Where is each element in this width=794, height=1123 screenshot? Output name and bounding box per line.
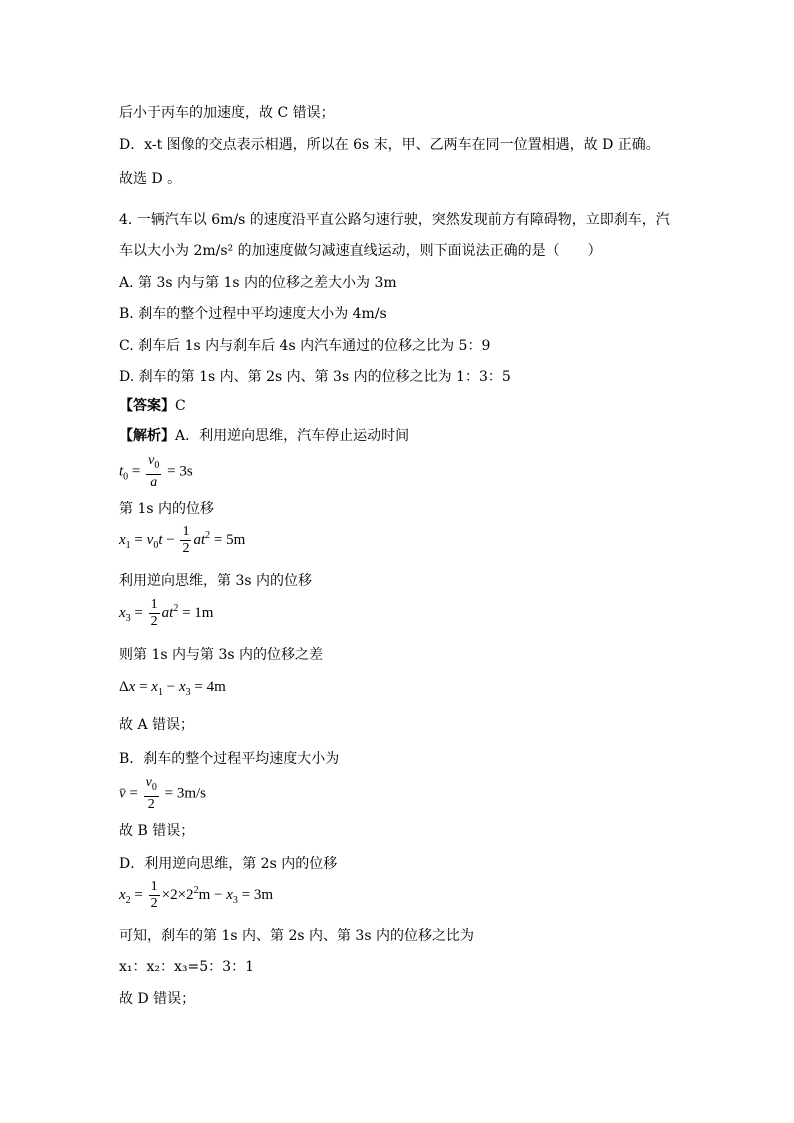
answer-line: [119, 397, 186, 415]
text-line: 则第 1s 内与第 3s 内的位移之差: [119, 647, 323, 663]
text-line: 第 1s 内的位移: [119, 501, 214, 517]
equation-dx: $\Delta x = x_1 - x_3 = 4m$: [119, 679, 226, 698]
analysis-a-text: A．利用逆向思维，汽车停止运动时间: [175, 428, 410, 444]
text-line: 故 D 错误；: [119, 991, 196, 1007]
text-line: 利用逆向思维，第 3s 内的位移: [119, 573, 312, 589]
equation-t0: $t_0$ = $\frac{v_0}{a}$ = 3s: [119, 453, 193, 490]
equation-v-avg: v̄ = $\frac{v_0}{2}$ = 3m/s: [119, 775, 206, 812]
equation-v-result: = 3m/s: [164, 785, 206, 802]
option-d: D. 刹车的第 1s 内、第 2s 内、第 3s 内的位移之比为 1：3：5: [119, 369, 511, 385]
text-line: 故选 D 。: [119, 171, 182, 187]
text-line: D．利用逆向思维，第 2s 内的位移: [119, 856, 338, 872]
answer-value: C: [175, 398, 186, 414]
ratio-value: x₁：x₂：x₃=5：3：1: [119, 959, 254, 975]
equation-x3: $x_3$ = $\frac{1}{2}$ $at^2 = 1m$: [119, 597, 214, 629]
equation-x2-result: = 3m: [241, 886, 274, 903]
text-line: 故 B 错误；: [119, 823, 195, 839]
text-line: 可知，刹车的第 1s 内、第 2s 内、第 3s 内的位移之比为: [119, 928, 474, 944]
equation-t0-result: = 3s: [167, 463, 193, 480]
analysis-mark: 【解析】: [119, 428, 175, 444]
text-line: B．刹车的整个过程平均速度大小为: [119, 751, 340, 767]
answer-mark: 【答案】: [119, 398, 175, 414]
text-line: 后小于丙车的加速度，故 C 错误；: [119, 105, 335, 121]
equation-x1: $x_1 = v_0t$ − $\frac{1}{2}$ $at^2 = 5m$: [119, 524, 246, 556]
equation-x3-result: = 1m: [182, 604, 214, 621]
option-b: B. 刹车的整个过程中平均速度大小为 4m/s: [119, 306, 387, 322]
analysis-line: [119, 427, 409, 445]
text-line: D．x-t 图像的交点表示相遇，所以在 6s 末，甲、乙两车在同一位置相遇，故 D 正确。: [119, 137, 660, 153]
text-line: 故 A 错误；: [119, 717, 195, 733]
question-4-line-1: 4. 一辆汽车以 6m/s 的速度沿平直公路匀速行驶，突然发现前方有障碍物，立即刹车，汽: [119, 212, 670, 228]
option-c: C. 刹车后 1s 内与刹车后 4s 内汽车通过的位移之比为 5：9: [119, 338, 491, 354]
equation-x2: $x_2$ = $\frac{1}{2}$ $\times 2\times 2^2m - x_3 = 3m$: [119, 879, 274, 911]
option-a: A. 第 3s 内与第 1s 内的位移之差大小为 3m: [119, 275, 397, 291]
equation-dx-result: = 4m: [194, 679, 226, 695]
equation-x1-result: = 5m: [213, 531, 246, 548]
question-4-line-2: 车以大小为 2m/s² 的加速度做匀减速直线运动，则下面说法正确的是（ ）: [119, 243, 602, 259]
